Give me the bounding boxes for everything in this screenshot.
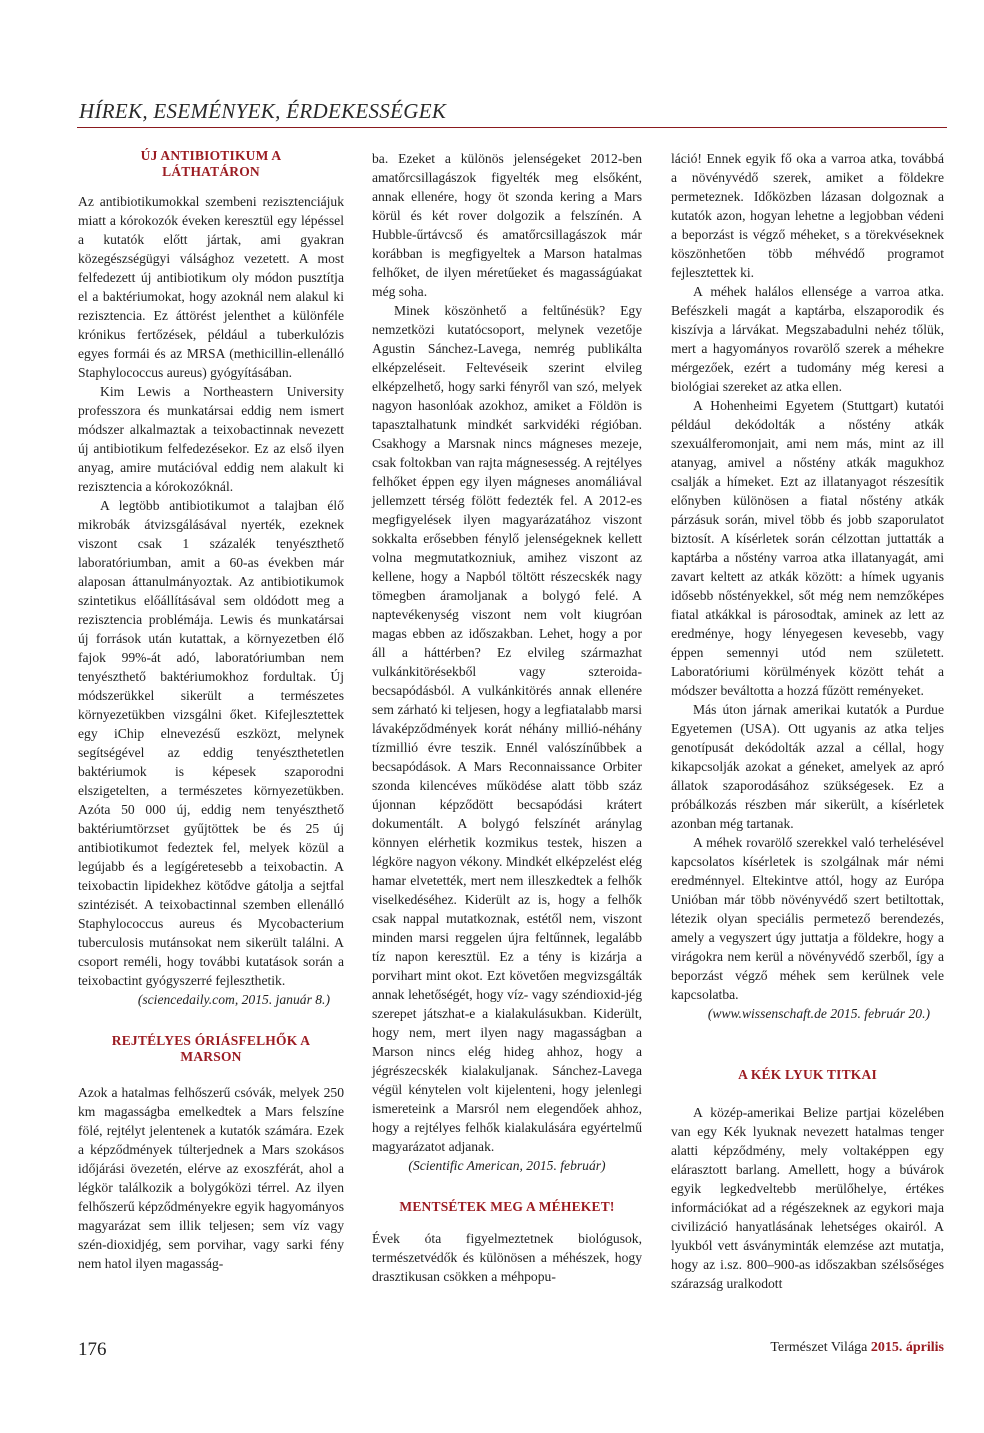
paragraph: A Hohenheimi Egyetem (Stuttgart) kutatói például dekódolták a nőstény atkák szexuálferomonjait, ami nem más, mint az ill atanyag, amivel a nőstény atkák magukhoz csalják a hímeket. Ezt az illatanyagot részesítik előnyben különösen a fiatal nőstény atkák párzásuk során, mivel több és jobb szaporulatot biztosít. A kísérletek során célzottan juttatták a kaptárba a nőstény varroa atka illatanyagát, ami zavart keltett az atkák között: a hímek ugyanis idősebb nőstényekkel, sőt még nem nemzőképes fiatal atkákkal is párosodtak, aminek az lett az eredménye, hogy lényegesen kevesebb, vagy éppen semennyi utód nem született. Laboratóriumi körülmények között tehát a módszer beváltotta a hozzá fűzött reményeket. — [671, 398, 944, 698]
section-header — [77, 99, 947, 128]
paragraph: A közép-amerikai Belize partjai közelében van egy Kék lyuknak nevezett hatalmas tenger alatti képződmény, mely voltaképpen egy elárasztott barlang. Amellett, hogy a búvárok egyik legkedveltebb merülőhelye, értékes információkat ad a régészeknek az egykori maja civilizáció hanyatlásának lehetséges okairól. A lyukból vett ásványminták elemzése azt mutatja, hogy az i.sz. 800–900-as időszakban szélsőséges szárazság uralkodott — [671, 1105, 944, 1291]
paragraph: A méhek rovarölő szerekkel való terhelésével kapcsolatos kísérletek is szolgálnak már némi eredménnyel. Eltekintve attól, hogy az Európa Unióban már több növényvédő szert betiltottak, létezik olyan speciális permetező berendezés, amely a vegyszert úgy juttatja a földekre, hogy a virágokra nem kerül a növényvédő szerből, így a beporzást végző méhek sem kerülnek vele kapcsolatba. — [671, 835, 944, 1002]
issue-year: 2015. — [870, 1340, 903, 1355]
source-citation: (www.wissenschaft.de 2015. február 20.) — [707, 1006, 930, 1021]
paragraph: Évek óta figyelmeztetnek biológusok, természetvédők és különösen a méhészek, hogy drasztikusan csökken a méhpopu- — [372, 1231, 642, 1284]
article-title-save-bees: MENTSÉTEK MEG A MÉHEKET! — [399, 1199, 615, 1214]
column-2 — [372, 149, 642, 1286]
article-title-blue-hole: A KÉK LYUK TITKAI — [738, 1067, 877, 1082]
paragraph: ba. Ezeket a különös jelenségeket 2012-ben amatőrcsillagászok figyelték meg elsőként, annak ellenére, hogy öt szonda kering a Mars körül és két rover dolgozik a felszínén. A Hubble-űrtávcső és amatőrcsillagászok már korábban is megfigyeltek a Marson hatalmas felhőket, de ilyen méretűeket és magasságúakat még soha. — [372, 151, 642, 299]
paragraph: Minek köszönhető a feltűnésük? Egy nemzetközi kutatócsoport, melynek vezetője Agustin Sánchez-Lavega, nemrég publikálta elképzeléseit. Feltevéseik szerint elvileg elképzelhető, hogy sarki fényről van szó, melyek nagyon hasonlóak azokhoz, amiket a Földön is tapasztalhatunk mindkét sarkvidéki régióban. Csakhogy a Marsnak nincs mágneses mezeje, csak foltokban van rajta mágnesesség. A rejtélyes felhőket éppen egy ilyen mágneses anomáliával jellemzett térség fölött fedezték fel. A 2012-es megfigyelések ilyen magyarázatához viszont sokkalta erősebben fénylő jelenségeknek kellett volna megmutatkozniuk, amihez viszont az kellene, hogy a Napból töltött részecskék nagy tömegben áramoljanak a bolygó felé. A naptevékenység viszont nem volt kiugróan magas ebben az időszakban. Lehet, hogy a por áll a háttérben? Ez elvileg származhat vulkánkitörésekből vagy szteroida-becsapódásból. A vulkánkitörés annak ellenére sem zárható ki teljesen, hogy a legfiatalabb marsi lávaképződmények korát néhány millió-néhány tízmillió évre teszik. Ennél valószínűbbek a becsapódások. A Mars Reconnaissance Orbiter szonda kilencéves működése alatt több száz újonnan képződött becsapódási krátert dokumentált. A bolygó felszínét aránylag könnyen elérhetik kozmikus testek, hiszen a légköre nagyon vékony. Mindkét elképzelést elég hamar elvetették, mert nem illeszkedtek a felhők viselkedéséhez. Kiderült az is, hogy a felhők csak nappal mutatkoznak, estétől nem, viszont minden marsi reggelen újra feltűnnek, legalább tíz napon keresztül. Ez a tény is kizárja a porvihart mint okot. Ezt követően megvizsgálták annak lehetőségét, hogy víz- vagy széndioxid-jég szerepet játszhat-e a kialakulásukban. Kiderült, hogy nem, mert ilyen nagy magasságban a Marson nincs elég hideg ahhoz, hogy a jégrészecskék kialakuljanak. Sánchez-Lavega végül kénytelen volt kijelenteni, hogy jelenlegi ismereteink a Marsról nem elegendőek ahhoz, hogy a rejtélyes felhők kialakulására egyértelmű magyarázatot adjanak. — [372, 303, 642, 1154]
paragraph: Azok a hatalmas felhőszerű csóvák, melyek 250 km magasságba emelkedtek a Mars felszíne fölé, rejtélyt jelentenek a kutatók számára. Ezek a képződmények túlterjednek a Mars szokásos időjárási övezetén, elérve az exoszférát, ahol a légkör találkozik a bolygóközi térrel. Az ilyen felhőszerű képződményekre egyik hagyományos magyarázat sem illik teljesen; sem víz vagy szén-dioxidjég, sem porvihar, vagy sarki fény nem hatol ilyen magasság- — [78, 1085, 344, 1271]
paragraph: A méhek halálos ellensége a varroa atka. Befészkeli magát a kaptárba, elszaporodik és kiszívja a lárvákat. Megszabadulni nehéz tőlük, mert a hagyományos rovarölő szerek a méhekre mérgezőek, ezért a tudomány még keresi a biológiai szereket az atka ellen. — [671, 284, 944, 394]
article-title-antibiotic: ÚJ ANTIBIOTIKUM A LÁTHATÁRON — [140, 148, 282, 179]
paragraph: Más úton járnak amerikai kutatók a Purdue Egyetemen (USA). Ott ugyanis az atka teljes genotípusát dekódolták azzal a céllal, hogy kikapcsolják azokat a géneket, amelyek az apró állatok szaporodásához szükségesek. Ez a próbálkozás részben már sikerült, a kísérletek azonban még tartanak. — [671, 702, 944, 831]
source-citation: (sciencedaily.com, 2015. január 8.) — [137, 992, 330, 1007]
page-number: 176 — [78, 1339, 107, 1360]
source-citation: (Scientific American, 2015. február) — [408, 1158, 606, 1173]
magazine-name: Természet Világa — [770, 1340, 868, 1355]
section-title: HÍREK, ESEMÉNYEK, ÉRDEKESSÉGEK — [79, 99, 447, 123]
paragraph: láció! Ennek egyik fő oka a varroa atka, továbbá a növényvédő szerek, amiket a földekre permeteznek. Időközben lázasan dolgoznak a kutatók azon, hogyan lehetne a legjobban védeni a beporzást is végző méheket, s a törekvéseknek köszönhetően több méhvédő programot fejlesztettek ki. — [671, 151, 944, 280]
paragraph: A legtöbb antibiotikumot a talajban élő mikrobák átvizsgálásával nyerték, ezeknek viszont csak 1 százalék tenyészthető laboratóriumban, amit a 60-as években már alaposan áttanulmányoztak. Az antibiotikumok szintetikus előállításával sem oldódott meg a rezisztencia problémája. Lewis és munkatársai új források után kutattak, a környezetben élő fajok 99%-át adó, laboratóriumban nem tenyészthető baktériumokhoz fordultak. Új módszerükkel sikerült a természetes környezetükben vizsgálni őket. Kifejlesztettek egy iChip elnevezésű eszközt, melynek segítségével az eddig tenyészthetetlen baktériumok is képesek szaporodni elszigetelten, a természetes környezetükben. Azóta 50 000 új, eddig nem tenyészthető baktériumtörzset gyűjtöttek be és 25 új antibiotikumot fedeztek fel, melyek közül a legújabb és a legígéretesebb a teixobactin. A teixobactin lipidekhez kötődve gátolja a sejtfal szintézisét. A teixobactinnal szemben ellenálló Staphylococcus aureus és Mycobacterium tuberculosis mutánsokat nem sikerült találni. A csoport reméli, hogy további kutatások során a teixobactint gyógyszerré fejleszthetik. — [78, 498, 344, 988]
column-3 — [671, 149, 944, 1293]
paragraph: Kim Lewis a Northeastern University professzora és munkatársai eddig nem ismert módszer alkalmaztak a teixobactinnak nevezett új antibiotikum felfedezésekor. Ez az első ilyen anyag, amire mutációval eddig nem alakult ki rezisztencia a kórokozóknál. — [78, 384, 344, 494]
article-title-mars-clouds: REJTÉLYES ÓRIÁSFELHŐK A MARSON — [111, 1033, 311, 1064]
magazine-footer — [770, 1340, 944, 1356]
column-1 — [78, 148, 344, 1273]
paragraph: Az antibiotikumokkal szembeni rezisztenciájuk miatt a kórokozók éveken keresztül egy lépéssel a kutatók előtt jártak, ami gyakran közegészségügyi válsághoz vezetett. A most felfedezett új antibiotikum oly módon pusztítja el a baktériumokat, hogy azoknál nem alakul ki rezisztencia. Ez áttörést jelenthet a különféle krónikus fertőzések, például a tuberkulózis egyes formái és az MRSA (methicillin-ellenálló Staphylococcus aureus) gyógyításában. — [78, 194, 344, 380]
issue-month: április — [905, 1340, 944, 1355]
